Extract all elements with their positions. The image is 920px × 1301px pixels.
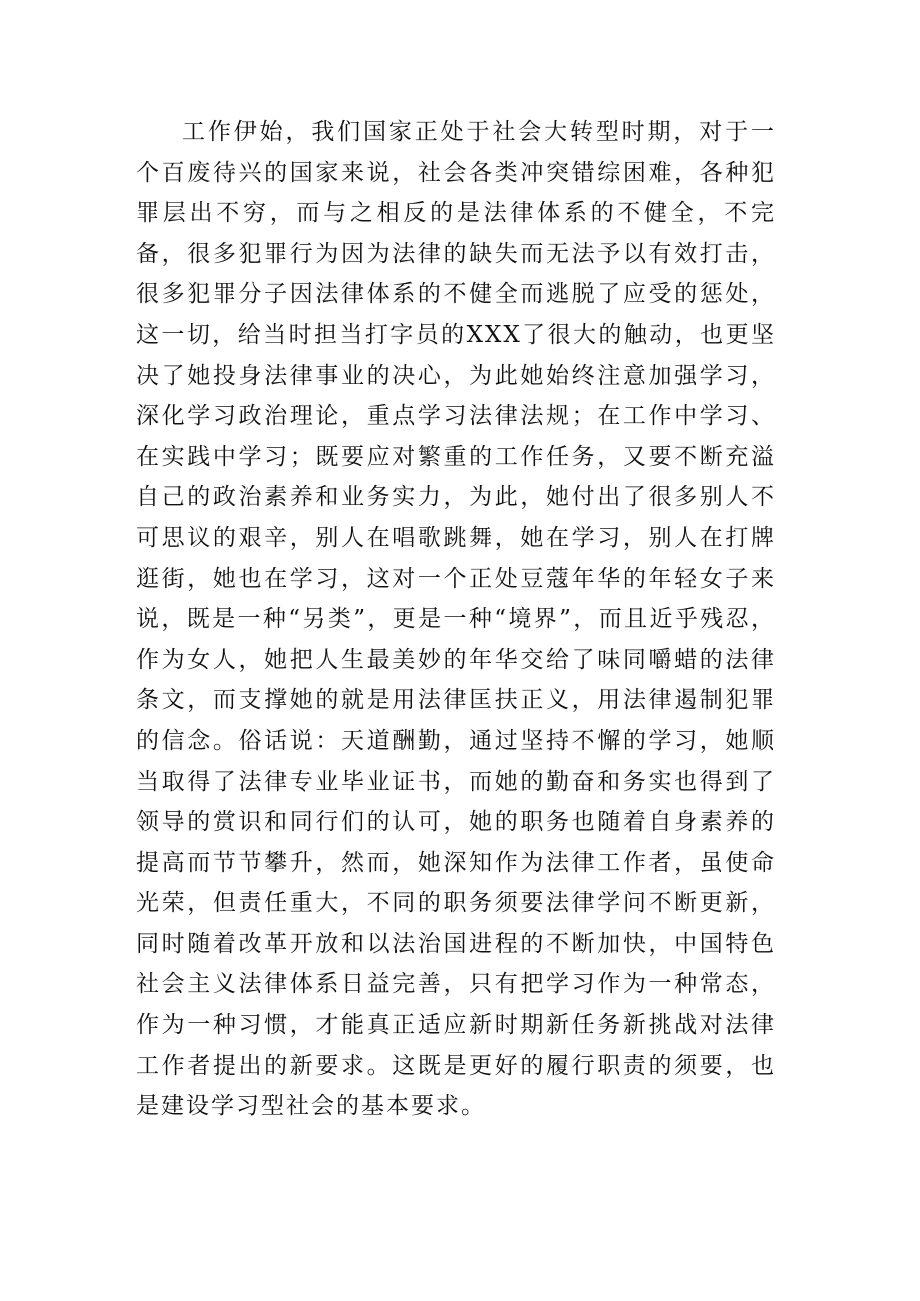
body-paragraph: 工作伊始，我们国家正处于社会大转型时期，对于一个百废待兴的国家来说，社会各类冲突错综困难，各种犯罪层出不穷，而与之相反的是法律体系的不健全，不完备，很多犯罪行为因为法律的缺失而无法予以有效打击，很多犯罪分子因法律体系的不健全而逃脱了应受的惩处，这一切，给当时担当打字员的XXX了很大的触动，也更坚决了她投身法律事业的决心，为此她始终注意加强学习，深化学习政治理论，重点学习法律法规；在工作中学习、在实践中学习；既要应对繁重的工作任务，又要不断充溢自己的政治素养和业务实力，为此，她付出了很多别人不可思议的艰辛，别人在唱歌跳舞，她在学习，别人在打牌逛街，她也在学习，这对一个正处豆蔻年华的年轻女子来说，既是一种“另类”，更是一种“境界”，而且近乎残忍，作为女人，她把人生最美妙的年华交给了味同嚼蜡的法律条文，而支撑她的就是用法律匡扶正义，用法律遏制犯罪的信念。俗话说：天道酬勤，通过坚持不懈的学习，她顺当取得了法律专业毕业证书，而她的勤奋和务实也得到了领导的赏识和同行们的认可，她的职务也随着自身素养的提高而节节攀升，然而，她深知作为法律工作者，虽使命光荣，但责任重大，不同的职务须要法律学问不断更新，同时随着改革开放和以法治国进程的不断加快，中国特色社会主义法律体系日益完善，只有把学习作为一种常态，作为一种习惯，才能真正适应新时期新任务新挑战对法律工作者提出的新要求。这既是更好的履行职责的须要，也是建设学习型社会的基本要求。 bbox=[136, 119, 776, 1120]
